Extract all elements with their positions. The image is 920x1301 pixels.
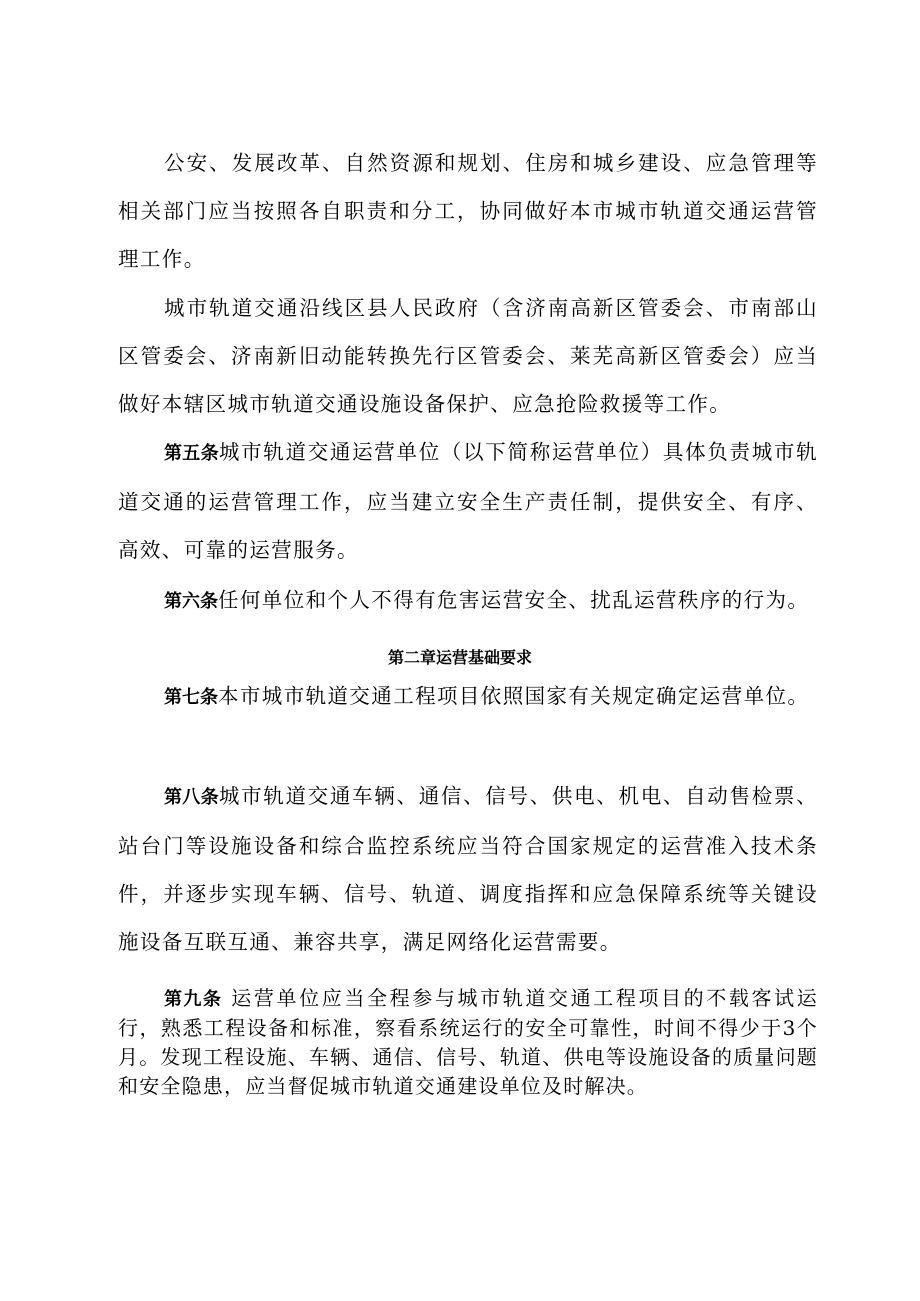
article-8: [118, 772, 818, 966]
article-7: [118, 672, 818, 722]
article-text: 城市轨道交通车辆、通信、信号、供电、机电、自动售检票、站台门等设施设备和综合监控系统应当符合国家规定的运营准入技术条件，并逐步实现车辆、信号、轨道、调度指挥和应急保障系统等关键设施设备互联互通、兼容共享，满足网络化运营需要。: [118, 784, 818, 954]
article-5: [118, 428, 818, 574]
chapter-heading: 第二章运营基础要求: [387, 648, 532, 667]
article-6: [118, 576, 818, 626]
article-text: 城市轨道交通运营单位（以下简称运营单位）具体负责城市轨道交通的运营管理工作，应当建立安全生产责任制，提供安全、有序、高效、可靠的运营服务。: [118, 440, 818, 562]
paragraph-text: 城市轨道交通沿线区县人民政府（含济南高新区管委会、市南部山区管委会、济南新旧动能转换先行区管委会、莱芜高新区管委会）应当做好本辖区城市轨道交通设施设备保护、应急抢险救援等工作。: [118, 296, 818, 416]
article-text: 本市城市轨道交通工程项目依照国家有关规定确定运营单位。: [218, 684, 810, 708]
paragraph-text: 公安、发展改革、自然资源和规划、住房和城乡建设、应急管理等相关部门应当按照各自职责和分工，协同做好本市城市轨道交通运营管理工作。: [118, 151, 818, 271]
article-label: 第九条: [164, 989, 223, 1010]
paragraph-district-governments: [118, 284, 818, 428]
article-label: 第六条: [164, 591, 218, 612]
article-label: 第七条: [164, 687, 218, 708]
article-text: 运营单位应当全程参与城市轨道交通工程项目的不载客试运行，熟悉工程设备和标准，察看系统运行的安全可靠性，时间不得少于3个月。发现工程设施、车辆、通信、信号、轨道、供电等设施设备的质量问题和安全隐患，应当督促城市轨道交通建设单位及时解决。: [118, 986, 818, 1098]
paragraph-related-departments: [118, 139, 818, 283]
article-label: 第五条: [164, 443, 219, 464]
article-label: 第八条: [164, 787, 219, 808]
article-text: 任何单位和个人不得有危害运营安全、扰乱运营秩序的行为。: [218, 588, 810, 612]
article-9: [118, 984, 818, 1101]
